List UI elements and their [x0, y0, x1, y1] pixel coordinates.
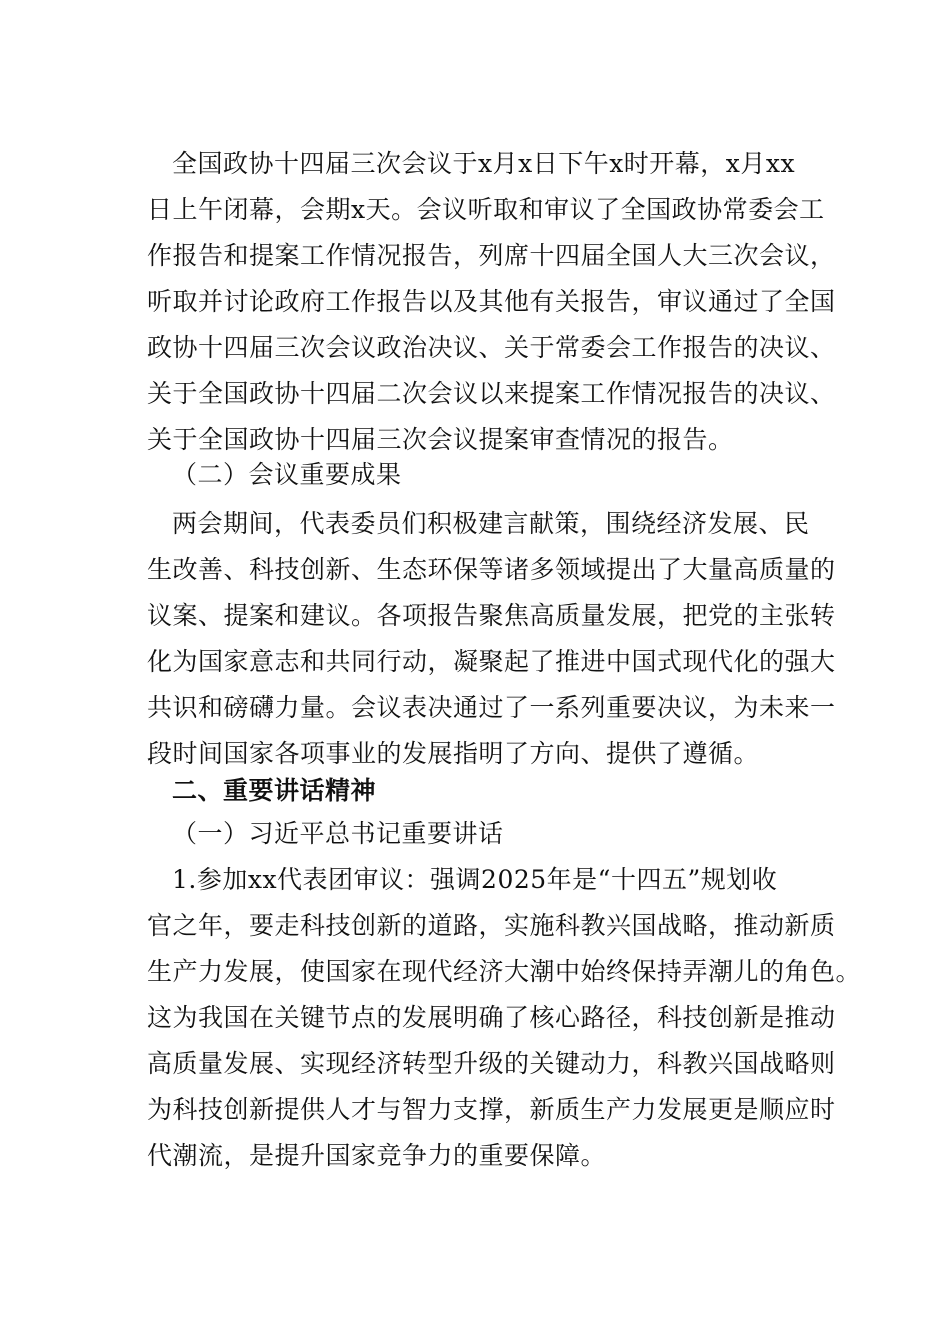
- paragraph-1-line-7: 关于全国政协十四届三次会议提案审查情况的报告。: [147, 425, 734, 454]
- paragraph-3-line-1: 1.参加xx代表团审议：强调2025年是“十四五”规划收: [172, 865, 778, 894]
- paragraph-3-line-5: 高质量发展、实现经济转型升级的关键动力，科教兴国战略则: [147, 1049, 836, 1078]
- paragraph-1-line-6: 关于全国政协十四届二次会议以来提案工作情况报告的决议、: [147, 379, 836, 408]
- paragraph-1-line-3: 作报告和提案工作情况报告，列席十四届全国人大三次会议，: [147, 241, 836, 270]
- paragraph-2-line-2: 生改善、科技创新、生态环保等诸多领域提出了大量高质量的: [147, 555, 836, 584]
- paragraph-3-line-6: 为科技创新提供人才与智力支撑，新质生产力发展更是顺应时: [147, 1095, 836, 1124]
- paragraph-3-line-4: 这为我国在关键节点的发展明确了核心路径，科技创新是推动: [147, 1003, 836, 1032]
- paragraph-1-line-4: 听取并讨论政府工作报告以及其他有关报告，审议通过了全国: [147, 287, 836, 316]
- paragraph-2-line-3: 议案、提案和建议。各项报告聚焦高质量发展，把党的主张转: [147, 601, 836, 630]
- paragraph-2-line-5: 共识和磅礴力量。会议表决通过了一系列重要决议，为未来一: [147, 693, 836, 722]
- paragraph-1-line-5: 政协十四届三次会议政治决议、关于常委会工作报告的决议、: [147, 333, 836, 362]
- paragraph-3-line-7: 代潮流，是提升国家竞争力的重要保障。: [147, 1141, 607, 1170]
- section-heading-speech-spirit: 二、重要讲话精神: [172, 776, 377, 805]
- paragraph-1-line-1: 全国政协十四届三次会议于x月x日下午x时开幕，x月xx: [172, 149, 796, 178]
- paragraph-3-line-3: 生产力发展，使国家在现代经济大潮中始终保持弄潮儿的角色。: [147, 957, 862, 986]
- subheading-meeting-outcomes: （二）会议重要成果: [172, 460, 402, 489]
- paragraph-3-line-2: 官之年，要走科技创新的道路，实施科教兴国战略，推动新质: [147, 911, 836, 940]
- paragraph-2-line-6: 段时间国家各项事业的发展指明了方向、提供了遵循。: [147, 739, 760, 768]
- paragraph-2-line-4: 化为国家意志和共同行动，凝聚起了推进中国式现代化的强大: [147, 647, 836, 676]
- subheading-xi-speech: （一）习近平总书记重要讲话: [172, 819, 504, 848]
- paragraph-1-line-2: 日上午闭幕，会期x天。会议听取和审议了全国政协常委会工: [147, 195, 825, 224]
- paragraph-2-line-1: 两会期间，代表委员们积极建言献策，围绕经济发展、民: [172, 509, 810, 538]
